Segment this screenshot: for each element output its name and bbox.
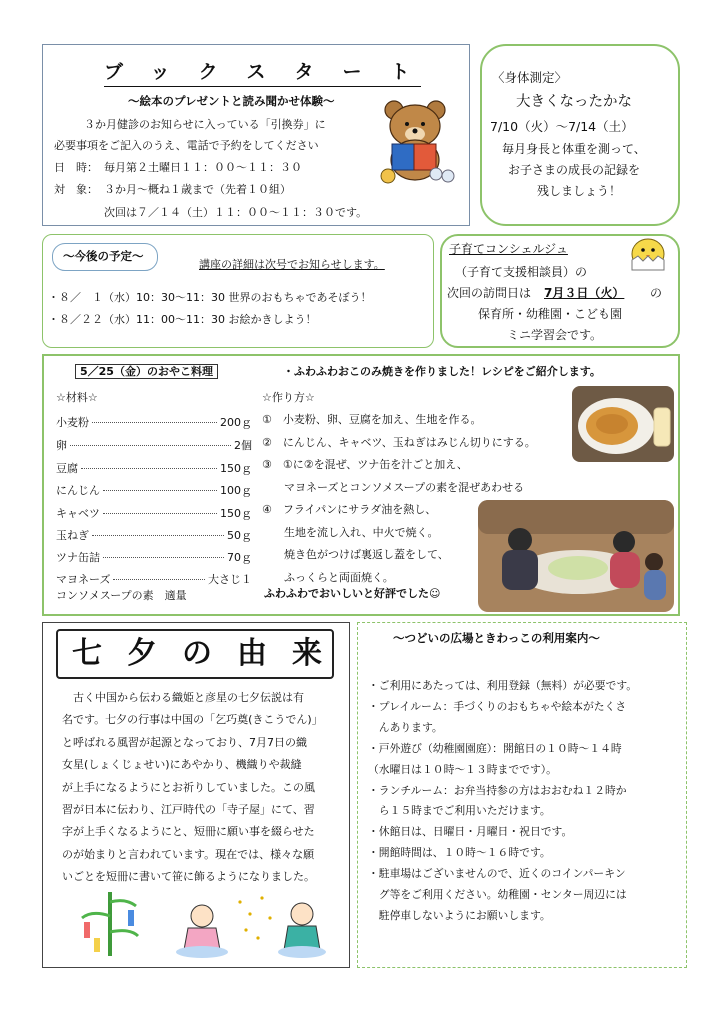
recipe-step-line: 焼き色がつけば裏返し蓋をして、 <box>262 548 449 561</box>
ingredient-name: 豆腐 <box>56 462 78 475</box>
tanabata-text-line: いごとを短冊に書いて笹に飾るようになりました。 <box>62 870 315 884</box>
book-start-line2: 必要事項をご記入のうえ、電話で予約をしてください <box>54 139 319 152</box>
book-start-datetime: 毎月第２土曜日１１：００～１１：３０ <box>104 161 302 174</box>
tanabata-title-char-2: 夕 <box>127 636 157 671</box>
tanabata-text-line: が上手になるようにとお祈りしていました。この風 <box>62 780 315 794</box>
tsudoi-info-line: ・プレイルーム：手づくりのおもちゃや絵本がたくさ <box>368 699 627 713</box>
ingredient-row <box>56 437 252 451</box>
chick-in-egg-icon <box>626 232 670 272</box>
ingredient-row <box>56 571 252 585</box>
title-underline <box>104 86 421 87</box>
tsudoi-info-line: ・駐車場はございませんので、近くのコインパーキン <box>368 867 626 881</box>
concierge-visit-date: 7月３日（火） <box>544 286 625 300</box>
tsudoi-info-line: （水曜日は１０時～１３時までです）。 <box>368 762 557 776</box>
tsudoi-info-line: グ等をご利用ください。幼稚園・センター周辺には <box>368 888 627 901</box>
ingredient-name: キャベツ <box>56 507 100 520</box>
tanabata-title-char-3: の <box>182 636 212 671</box>
ingredient-row <box>56 549 252 563</box>
tanabata-text-line: 名です。七夕の行事は中国の「乞巧奠(きこうでん)」 <box>62 713 323 727</box>
tanabata-text-line: 古く中国から伝わる織姫と彦星の七夕伝説は有 <box>62 691 304 704</box>
recipe-step-line: 生地を流し入れ、中火で焼く。 <box>262 525 439 539</box>
recipe-closing: ふわふわでおいしいと好評でした☺ <box>264 587 441 600</box>
dot-leader <box>92 535 224 536</box>
tanabata-title-char-1: 七 <box>72 636 102 671</box>
ingredient-amount: 150ｇ <box>220 507 252 520</box>
schedule-item-2: ・８／２２（水）11：00～11：30 お絵かきしよう！ <box>48 313 317 326</box>
ingredient-name: マヨネーズ <box>56 573 111 586</box>
tanabata-text-line: のが始まりと言われています。現在では、様々な願 <box>62 847 315 861</box>
schedule-item-1: ・８／ １（水）10：30～11：30 世界のおもちゃであそぼう！ <box>48 291 372 304</box>
ingredient-amount: 150ｇ <box>220 462 252 475</box>
ingredient-amount: 50ｇ <box>227 529 252 542</box>
tsudoi-info-line: 駐停車しないようにお願いします。 <box>368 908 551 922</box>
tsudoi-info-line: んあります。 <box>368 720 443 734</box>
tsudoi-info-line: ・ご利用にあたっては、利用登録（無料）が必要です。 <box>368 679 638 692</box>
measurement-line2: お子さまの成長の記録を <box>508 163 641 177</box>
ingredient-row <box>56 460 252 474</box>
tanabata-title-char-5: 来 <box>292 636 322 671</box>
measurement-line1: 毎月身長と体重を測って、 <box>502 142 646 156</box>
cooking-class-photo <box>478 500 674 612</box>
steps-label: ☆作り方☆ <box>262 391 315 404</box>
bear-reading-book-illustration <box>376 96 462 188</box>
okonomiyaki-photo <box>572 386 674 462</box>
recipe-step-line: ① 小麦粉、卵、豆腐を加え、生地を作る。 <box>262 413 482 426</box>
ingredient-row <box>56 482 252 496</box>
schedule-label: ～今後の予定～ <box>63 249 144 263</box>
ingredient-name: にんじん <box>56 484 100 497</box>
recipe-step-line: ② にんじん、キャベツ、玉ねぎはみじん切りにする。 <box>262 435 536 449</box>
ingredient-amount: 100ｇ <box>220 484 252 497</box>
dot-leader <box>113 579 205 580</box>
recipe-step-line: ③ ①に②を混ぜ、ツナ缶を汁ごと加え、 <box>262 458 468 471</box>
tanabata-text-line: 習が日本に伝わり、江戸時代の「寺子屋」にて、習 <box>62 803 315 816</box>
book-start-title: ブックスタート <box>104 61 439 83</box>
tsudoi-info-line: ・開館時間は、１０時～１６時です。 <box>368 846 551 860</box>
concierge-line2a: 次回の訪問日は <box>447 286 532 300</box>
dot-leader <box>103 557 224 558</box>
dot-leader <box>103 513 217 514</box>
ingredient-name: 小麦粉 <box>56 416 89 429</box>
measurement-heading: 〈身体測定〉 <box>492 70 568 85</box>
ingredient-row <box>56 527 252 541</box>
book-start-target: ３か月～概ね１歳まで（先着１０組） <box>104 183 291 196</box>
tsudoi-info-line: ・戸外遊び（幼稚園園庭）：開館日の１０時～１４時 <box>368 741 622 755</box>
recipe-step-line: ④ フライパンにサラダ油を熱し、 <box>262 503 437 516</box>
dot-leader <box>81 468 217 469</box>
book-start-next: 次回は７／１４（土）１１：００～１１：３０です。 <box>104 206 368 219</box>
consomme-ingredient: コンソメスープの素 適量 <box>56 589 187 602</box>
concierge-title: 子育てコンシェルジュ <box>449 242 568 256</box>
book-start-datetime-label: 日 時： <box>54 161 98 174</box>
ingredient-name: 玉ねぎ <box>56 529 89 542</box>
dot-leader <box>103 490 217 491</box>
book-start-target-label: 対 象： <box>54 183 98 196</box>
concierge-line3: 保育所・幼稚園・こども園 <box>478 307 623 321</box>
dot-leader <box>70 445 231 446</box>
dot-leader <box>92 422 217 423</box>
ingredient-row <box>56 505 252 519</box>
recipe-headline: ・ふわふわおこのみ焼きを作りました！レシピをご紹介します。 <box>283 365 601 378</box>
measurement-title: 大きくなったかな <box>516 94 632 110</box>
measurement-dates: 7/10（火）～7/14（土） <box>490 119 634 134</box>
concierge-line1: （子育て支援相談員）の <box>455 265 588 279</box>
tsudoi-title: ～つどいの広場ときわっこの利用案内～ <box>393 631 600 645</box>
concierge-line2c: の <box>650 286 663 300</box>
tsudoi-info-line: ・休館日は、日曜日・月曜日・祝日です。 <box>368 825 573 839</box>
recipe-step-line: ふっくらと両面焼く。 <box>262 570 394 584</box>
book-start-subtitle: ～絵本のプレゼントと読み聞かせ体験～ <box>128 94 335 108</box>
recipe-step-line: マヨネーズとコンソメスープの素を混ぜあわせる <box>262 480 525 494</box>
tsudoi-info-line: ・ランチルーム：お弁当持参の方はおおむね１２時か <box>368 783 627 797</box>
recipe-title: 5／25（金）のおやこ料理 <box>75 364 218 379</box>
ingredient-row <box>56 414 252 428</box>
tanabata-text-line: 女星(しょくじょせい)にあやかり、機織りや裁縫 <box>62 758 302 772</box>
tanabata-illustration <box>70 888 328 960</box>
ingredient-name: ツナ缶詰 <box>56 551 100 564</box>
book-start-line1: ３か月健診のお知らせに入っている「引換券」に <box>84 118 326 131</box>
ingredient-amount: 200ｇ <box>220 416 252 429</box>
tanabata-title-char-4: 由 <box>237 636 267 671</box>
ingredient-amount: 大さじ１ <box>208 573 252 586</box>
ingredients-label: ☆材料☆ <box>56 391 98 404</box>
measurement-line3: 残しましょう！ <box>537 184 622 198</box>
ingredient-amount: 70ｇ <box>227 551 252 564</box>
tanabata-text-line: と呼ばれる風習が起源となっており、7月7日の織 <box>62 735 307 749</box>
ingredient-name: 卵 <box>56 439 67 452</box>
schedule-note: 講座の詳細は次号でお知らせします。 <box>199 258 385 271</box>
concierge-line4: ミニ学習会です。 <box>507 328 603 342</box>
ingredient-amount: 2個 <box>234 439 252 452</box>
tsudoi-info-line: ら１５時までご利用いただけます。 <box>368 804 551 818</box>
tanabata-text-line: 字が上手くなるようにと、短冊に願い事を綴らせた <box>62 825 315 839</box>
